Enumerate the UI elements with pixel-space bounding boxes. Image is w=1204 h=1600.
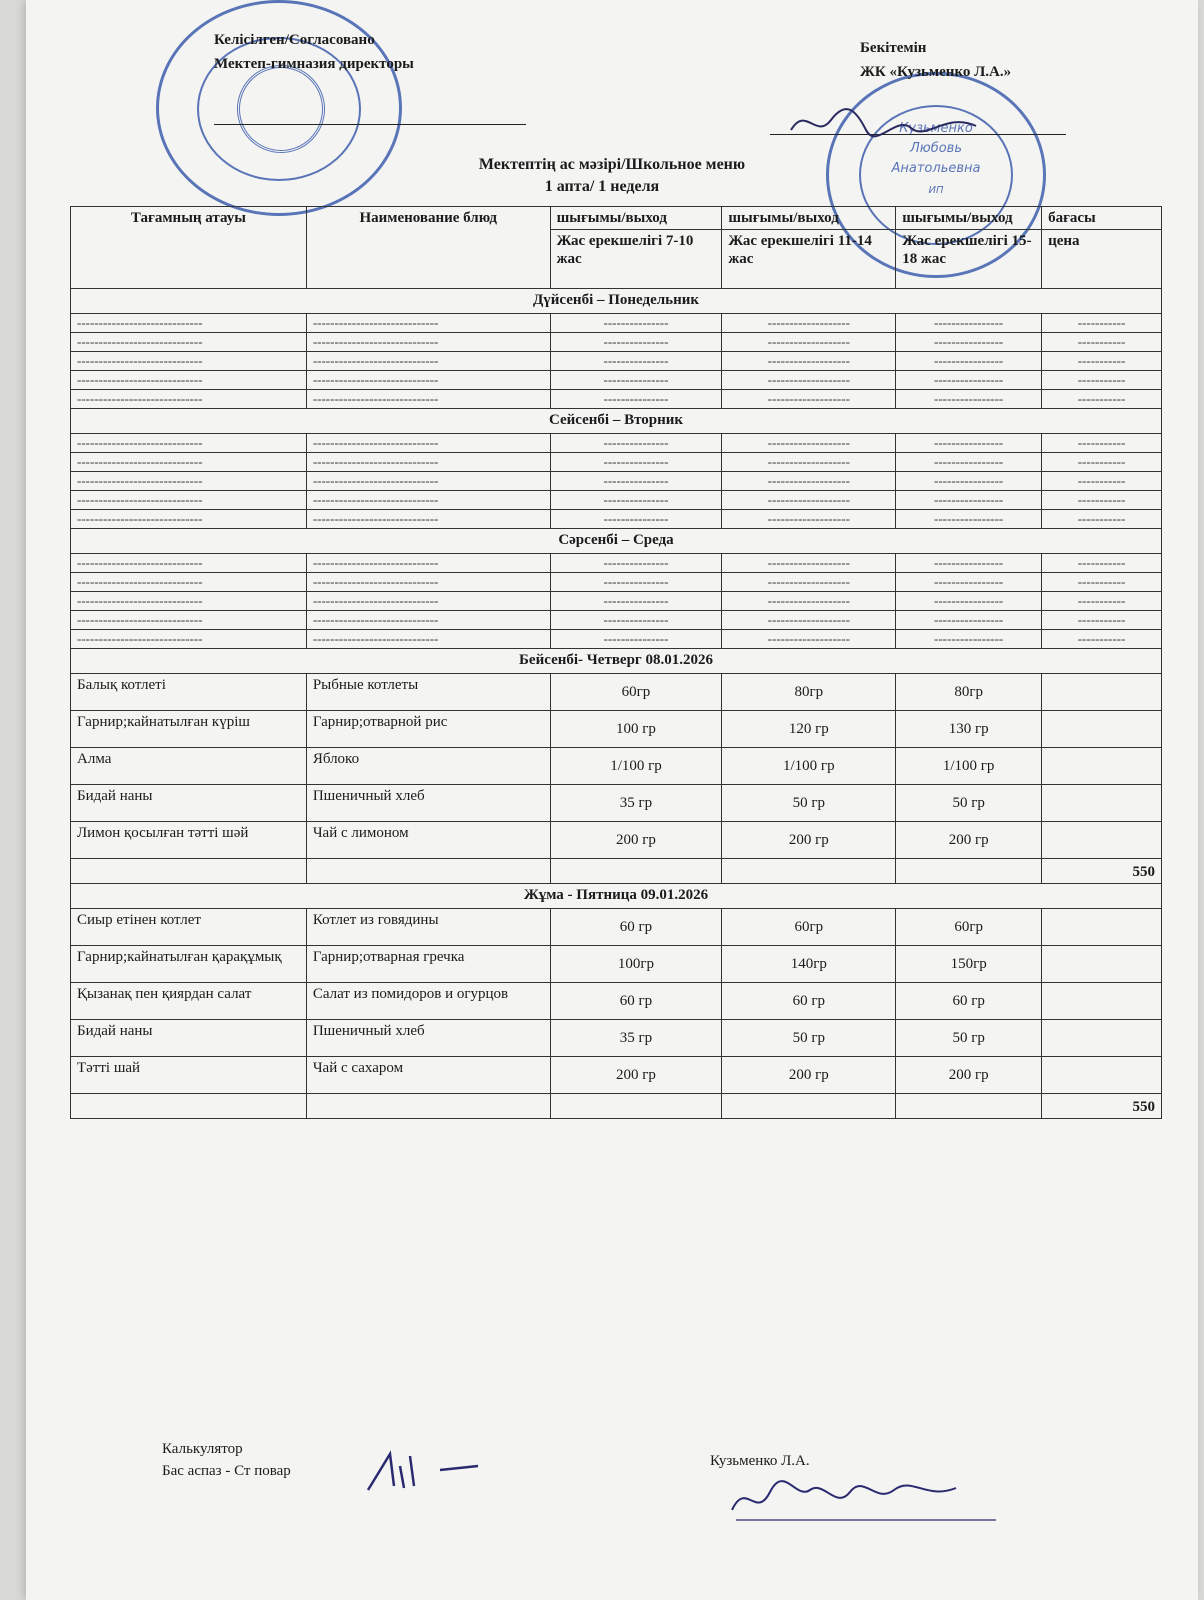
placeholder-cell: ---------------- (896, 390, 1042, 409)
placeholder-cell: ----------------------------- (71, 314, 307, 333)
dish-name-ru: Гарнир;отварной рис (306, 711, 550, 748)
footer-right (710, 1450, 810, 1472)
portion-11-14: 60гр (722, 909, 896, 946)
placeholder-cell: ----------------------------- (71, 333, 307, 352)
signature-line-left (214, 124, 526, 125)
dish-name-ru: Пшеничный хлеб (306, 1020, 550, 1057)
placeholder-cell: --------------- (550, 554, 722, 573)
dish-name-kz: Тәтті шай (71, 1057, 307, 1094)
price-cell (1042, 946, 1162, 983)
placeholder-cell: ----------------------------- (71, 434, 307, 453)
portion-15-18: 1/100 гр (896, 748, 1042, 785)
placeholder-row (71, 390, 1162, 409)
placeholder-cell: ------------------- (722, 554, 896, 573)
placeholder-cell: --------------- (550, 592, 722, 611)
dish-name-kz: Гарнир;кайнатылған қарақұмық (71, 946, 307, 983)
placeholder-cell: ----------------------------- (71, 592, 307, 611)
col-header-price-ru: цена (1042, 230, 1162, 289)
placeholder-cell: ---------------- (896, 314, 1042, 333)
footer-calculator-label: Калькулятор (162, 1441, 243, 1457)
placeholder-cell: ----------------------------- (306, 630, 550, 649)
col-header-out2: шығымы/выход (722, 207, 896, 230)
portion-11-14: 80гр (722, 674, 896, 711)
dish-name-ru: Чай с сахаром (306, 1057, 550, 1094)
placeholder-cell: ----------------------------- (71, 611, 307, 630)
menu-item-row (71, 785, 1162, 822)
menu-item-row (71, 909, 1162, 946)
thursday-total-price: 550 (1042, 859, 1162, 884)
placeholder-row (71, 510, 1162, 529)
portion-7-10: 1/100 гр (550, 748, 722, 785)
placeholder-cell: ---------------- (896, 472, 1042, 491)
day-header-thursday: Бейсенбі- Четверг 08.01.2026 (71, 649, 1162, 674)
placeholder-cell: ----------------------------- (306, 491, 550, 510)
portion-7-10: 60гр (550, 674, 722, 711)
approval-left-line1: Келісілген/Согласовано (214, 32, 375, 48)
signature-chef (360, 1446, 490, 1496)
stamp-text-3: Анатольевна (891, 161, 981, 176)
placeholder-cell: ----------- (1042, 611, 1162, 630)
title-line1: Мектептің ас мәзірі/Школьное меню (478, 156, 746, 173)
placeholder-cell: ------------------- (722, 491, 896, 510)
placeholder-row (71, 371, 1162, 390)
approval-right-line1: Бекітемін (860, 40, 927, 56)
menu-item-row (71, 1020, 1162, 1057)
placeholder-row (71, 453, 1162, 472)
placeholder-cell: ------------------- (722, 434, 896, 453)
monday-rows (71, 314, 1162, 409)
footer-left (162, 1438, 291, 1482)
placeholder-cell: ----------------------------- (306, 573, 550, 592)
col-header-out3: шығымы/выход (896, 207, 1042, 230)
portion-7-10: 100 гр (550, 711, 722, 748)
thursday-rows (71, 674, 1162, 859)
col-header-out1: шығымы/выход (550, 207, 722, 230)
placeholder-cell: ----------------------------- (306, 352, 550, 371)
price-cell (1042, 674, 1162, 711)
dish-name-ru: Рыбные котлеты (306, 674, 550, 711)
placeholder-cell: ----------- (1042, 592, 1162, 611)
portion-15-18: 50 гр (896, 785, 1042, 822)
menu-item-row (71, 674, 1162, 711)
placeholder-cell: ------------------- (722, 390, 896, 409)
col-header-age1: Жас ерекшелігі 7-10 жас (550, 230, 722, 289)
signature-supplier (726, 1470, 1006, 1530)
placeholder-cell: ------------------- (722, 630, 896, 649)
placeholder-row (71, 314, 1162, 333)
day-header-monday: Дүйсенбі – Понедельник (71, 289, 1162, 314)
dish-name-ru: Пшеничный хлеб (306, 785, 550, 822)
placeholder-cell: ------------------- (722, 453, 896, 472)
placeholder-cell: ----------------------------- (71, 352, 307, 371)
portion-7-10: 35 гр (550, 785, 722, 822)
stamp-text-1: Кузьменко (899, 121, 973, 136)
placeholder-cell: ---------------- (896, 630, 1042, 649)
col-header-name-ru: Наименование блюд (306, 207, 550, 289)
placeholder-cell: ------------------- (722, 472, 896, 491)
document-title (26, 154, 1198, 198)
placeholder-cell: ----------------------------- (71, 573, 307, 592)
placeholder-cell: --------------- (550, 611, 722, 630)
portion-15-18: 200 гр (896, 822, 1042, 859)
dish-name-kz: Бидай наны (71, 785, 307, 822)
menu-item-row (71, 748, 1162, 785)
placeholder-cell: --------------- (550, 573, 722, 592)
placeholder-cell: ----------------------------- (306, 371, 550, 390)
menu-item-row (71, 946, 1162, 983)
placeholder-cell: ----------- (1042, 510, 1162, 529)
portion-15-18: 150гр (896, 946, 1042, 983)
placeholder-cell: ----------------------------- (306, 390, 550, 409)
placeholder-cell: ----------- (1042, 472, 1162, 491)
placeholder-cell: --------------- (550, 491, 722, 510)
portion-11-14: 140гр (722, 946, 896, 983)
dish-name-kz: Балық котлеті (71, 674, 307, 711)
footer-chef-label: Бас аспаз - Ст повар (162, 1463, 291, 1479)
portion-15-18: 50 гр (896, 1020, 1042, 1057)
placeholder-cell: ----------------------------- (306, 611, 550, 630)
portion-11-14: 60 гр (722, 983, 896, 1020)
portion-15-18: 60 гр (896, 983, 1042, 1020)
portion-15-18: 130 гр (896, 711, 1042, 748)
placeholder-cell: ------------------- (722, 573, 896, 592)
price-cell (1042, 1057, 1162, 1094)
price-cell (1042, 909, 1162, 946)
placeholder-cell: ----------------------------- (306, 472, 550, 491)
placeholder-cell: ------------------- (722, 314, 896, 333)
price-cell (1042, 822, 1162, 859)
portion-11-14: 50 гр (722, 1020, 896, 1057)
placeholder-cell: ----------- (1042, 491, 1162, 510)
price-cell (1042, 711, 1162, 748)
menu-item-row (71, 983, 1162, 1020)
portion-15-18: 200 гр (896, 1057, 1042, 1094)
placeholder-cell: --------------- (550, 472, 722, 491)
placeholder-row (71, 573, 1162, 592)
placeholder-cell: ----------------------------- (71, 390, 307, 409)
dish-name-kz: Қызанақ пен қиярдан салат (71, 983, 307, 1020)
portion-15-18: 80гр (896, 674, 1042, 711)
placeholder-cell: ----------------------------- (71, 491, 307, 510)
placeholder-cell: ------------------- (722, 611, 896, 630)
menu-item-row (71, 822, 1162, 859)
dish-name-ru: Чай с лимоном (306, 822, 550, 859)
placeholder-cell: ---------------- (896, 510, 1042, 529)
approval-left (214, 28, 414, 76)
placeholder-cell: ------------------- (722, 333, 896, 352)
placeholder-cell: --------------- (550, 371, 722, 390)
placeholder-cell: --------------- (550, 453, 722, 472)
title-line2: 1 апта/ 1 неделя (544, 178, 660, 195)
state-emblem-icon (237, 65, 325, 153)
placeholder-cell: ------------------- (722, 352, 896, 371)
friday-total-row (71, 1094, 1162, 1119)
placeholder-cell: ----------------------------- (71, 371, 307, 390)
portion-15-18: 60гр (896, 909, 1042, 946)
col-header-price-kz: бағасы (1042, 207, 1162, 230)
placeholder-cell: ----------- (1042, 630, 1162, 649)
placeholder-cell: ----------- (1042, 554, 1162, 573)
friday-rows (71, 909, 1162, 1094)
placeholder-row (71, 352, 1162, 371)
placeholder-cell: ---------------- (896, 333, 1042, 352)
approval-right (860, 36, 1011, 84)
menu-table (70, 206, 1162, 1119)
day-header-friday: Жұма - Пятница 09.01.2026 (71, 884, 1162, 909)
price-cell (1042, 785, 1162, 822)
portion-11-14: 200 гр (722, 1057, 896, 1094)
col-header-age3: Жас ерекшелігі 15-18 жас (896, 230, 1042, 289)
placeholder-row (71, 491, 1162, 510)
dish-name-ru: Яблоко (306, 748, 550, 785)
placeholder-cell: --------------- (550, 314, 722, 333)
placeholder-cell: ---------------- (896, 453, 1042, 472)
placeholder-cell: ------------------- (722, 592, 896, 611)
price-cell (1042, 983, 1162, 1020)
placeholder-cell: --------------- (550, 510, 722, 529)
placeholder-cell: ----------- (1042, 390, 1162, 409)
menu-item-row (71, 1057, 1162, 1094)
tuesday-rows (71, 434, 1162, 529)
placeholder-cell: ----------- (1042, 333, 1162, 352)
placeholder-cell: ---------------- (896, 371, 1042, 390)
approval-left-line2: Мектеп-гимназия директоры (214, 56, 414, 72)
day-header-tuesday: Сейсенбі – Вторник (71, 409, 1162, 434)
dish-name-kz: Гарнир;кайнатылған күріш (71, 711, 307, 748)
portion-7-10: 60 гр (550, 983, 722, 1020)
portion-7-10: 200 гр (550, 1057, 722, 1094)
placeholder-cell: ----------------------------- (306, 314, 550, 333)
placeholder-cell: ------------------- (722, 371, 896, 390)
stamp-text-4: ИП (928, 185, 944, 196)
placeholder-cell: ---------------- (896, 554, 1042, 573)
placeholder-cell: --------------- (550, 352, 722, 371)
placeholder-cell: ----------------------------- (71, 630, 307, 649)
price-cell (1042, 1020, 1162, 1057)
portion-11-14: 200 гр (722, 822, 896, 859)
placeholder-cell: ----------------------------- (71, 453, 307, 472)
placeholder-row (71, 333, 1162, 352)
placeholder-cell: ----------- (1042, 371, 1162, 390)
placeholder-cell: ---------------- (896, 611, 1042, 630)
placeholder-cell: ----------------------------- (306, 510, 550, 529)
placeholder-cell: --------------- (550, 390, 722, 409)
col-header-age2: Жас ерекшелігі 11-14 жас (722, 230, 896, 289)
placeholder-cell: ---------------- (896, 352, 1042, 371)
menu-item-row (71, 711, 1162, 748)
price-cell (1042, 748, 1162, 785)
placeholder-cell: ----------------------------- (71, 510, 307, 529)
placeholder-row (71, 554, 1162, 573)
signature-right-top (786, 100, 986, 150)
friday-total-price: 550 (1042, 1094, 1162, 1119)
dish-name-kz: Лимон қосылған тәтті шәй (71, 822, 307, 859)
placeholder-row (71, 611, 1162, 630)
portion-7-10: 35 гр (550, 1020, 722, 1057)
placeholder-cell: --------------- (550, 434, 722, 453)
placeholder-cell: ----------- (1042, 453, 1162, 472)
thursday-total-row (71, 859, 1162, 884)
placeholder-row (71, 472, 1162, 491)
wednesday-rows (71, 554, 1162, 649)
placeholder-cell: ----------------------------- (306, 554, 550, 573)
dish-name-ru: Салат из помидоров и огурцов (306, 983, 550, 1020)
placeholder-cell: ----------------------------- (306, 592, 550, 611)
dish-name-kz: Алма (71, 748, 307, 785)
dish-name-ru: Котлет из говядины (306, 909, 550, 946)
placeholder-row (71, 592, 1162, 611)
placeholder-cell: ----------------------------- (71, 472, 307, 491)
placeholder-cell: ----------- (1042, 352, 1162, 371)
placeholder-cell: --------------- (550, 630, 722, 649)
placeholder-cell: ----------------------------- (306, 333, 550, 352)
approval-right-line2: ЖК «Кузьменко Л.А.» (860, 64, 1012, 80)
portion-7-10: 200 гр (550, 822, 722, 859)
placeholder-cell: ---------------- (896, 491, 1042, 510)
placeholder-row (71, 434, 1162, 453)
placeholder-cell: ---------------- (896, 592, 1042, 611)
placeholder-cell: ------------------- (722, 510, 896, 529)
dish-name-kz: Бидай наны (71, 1020, 307, 1057)
placeholder-row (71, 630, 1162, 649)
stamp-text-2: Любовь (909, 141, 962, 156)
dish-name-ru: Гарнир;отварная гречка (306, 946, 550, 983)
placeholder-cell: --------------- (550, 333, 722, 352)
placeholder-cell: ----------- (1042, 573, 1162, 592)
portion-11-14: 50 гр (722, 785, 896, 822)
col-header-name-kz: Тағамның атауы (71, 207, 307, 289)
portion-11-14: 1/100 гр (722, 748, 896, 785)
placeholder-cell: ---------------- (896, 434, 1042, 453)
placeholder-cell: ----------------------------- (306, 453, 550, 472)
portion-7-10: 100гр (550, 946, 722, 983)
day-header-wednesday: Сәрсенбі – Среда (71, 529, 1162, 554)
placeholder-cell: ----------- (1042, 314, 1162, 333)
portion-7-10: 60 гр (550, 909, 722, 946)
placeholder-cell: ---------------- (896, 573, 1042, 592)
placeholder-cell: ----------------------------- (306, 434, 550, 453)
dish-name-kz: Сиыр етінен котлет (71, 909, 307, 946)
placeholder-cell: ----------------------------- (71, 554, 307, 573)
footer-supplier-name: Кузьменко Л.А. (710, 1453, 810, 1469)
portion-11-14: 120 гр (722, 711, 896, 748)
placeholder-cell: ----------- (1042, 434, 1162, 453)
